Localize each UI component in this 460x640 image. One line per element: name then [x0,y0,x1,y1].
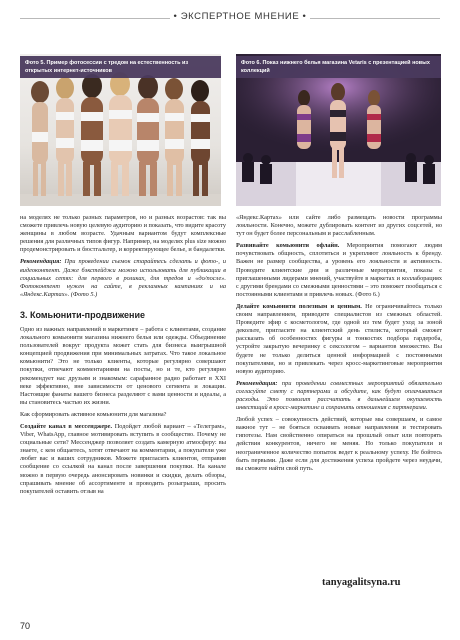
section-title: • ЭКСПЕРТНОЕ МНЕНИЕ • [173,11,307,22]
tip-text: Подойдет любой вариант – «Телеграм», Viber, WhatsApp, главное мотивировать вступить в сообщество. Почему не социальные сети? Мессенджер позволяет создать камерную атмосферу: вы знаете, с кем общаетесь, хотят отвечают на комментарии, а покупатели уже любят вас и ваших сотрудников. Можете пригласить клиентов, отправив сообщение со ссылкой на канал после завершения покупки. На канале можно в первую очередь анонсировать новинки и скидки, делать обзоры, спрашивать мнение об ассортименте и проводить розыгрыши, просить покупателей оставить отзыв на [20,422,226,495]
website-link[interactable]: tanyagalitsyna.ru [322,577,401,588]
article-column-right [236,214,442,477]
paragraph [236,303,442,376]
recommendation-paragraph [236,380,442,412]
recommendation-label: Рекомендация: [20,258,62,266]
tip-label: Развивайте комьюнити офлайн. [236,242,340,250]
recommendation-text: при проведении совместных мероприятий обязательно согласуйте смету с партнерами и обсудите, как будут оплачиваться расходы. Это позволит рассчитать в дальнейшем окупаемость инвестиций в кросс-маркетинг и сохранить отношения с партнерами. [236,379,442,412]
question-paragraph: Как сформировать активное комьюнити для магазина? [20,410,167,418]
paragraph [236,242,442,299]
recommendation-paragraph [20,258,226,298]
paragraph: Любой успех – совокупность действий, которые мы совершаем, и самое важное тут – не бояться осваивать новые направления и тестировать гипотезы. Нам свойственно опираться на прошлый опыт или повторять действия конкурентов, ничего не меняя. Но только покупатели и неограниченное количество попыток ведет к реальному успеху. Не бойтесь быть первыми. Даже если для достижения успеха пройдете через неудачи, вы сможете найти свой путь. [236,416,442,472]
paragraph [20,423,226,496]
section-heading: 3. Комьюнити-продвижение [20,309,145,320]
paragraph: на моделях не только разных параметров, но и разных возрастов: так вы сможете привлечь новую целевую аудиторию и показать, что видите красоту женщины в любом возрасте. Удачным вариантом будут комплексные решения для различных типов фигур. Например, на моделях plus size можно продемонстрировать и бюстгальтер, и корректирующее белье, и бандалетки. [20,214,226,254]
tip-text: Мероприятия помогают людям почувствовать общность, сплотиться и укрепляют лояльность к бренду. Важен не размер сообщества, а уровень его лояльности и активность. Проводите клиентские дни и различные мероприятия, показы с приглашенными лидерами мнений, участвуйте в маркетах и коллаборациях с другими брендами со смежными ценностями – это поможет пообщаться с постоянными клиентами и привлечь новых. (Фото 6.) [236,242,443,298]
header-divider-right [310,18,440,19]
recommendation-text: При проведении съемок старайтесь сделать и фото-, и видеоконтент. Даже бэкстейджи можно использовать для публикации в социальных сетях: для первого в роликах, для тредов и «до/после». Фотоконтент нужен на сайте, в рекламных кампаниях и на «Яндекс.Картах». (Фото 5.) [20,258,226,298]
page-number: 70 [20,621,31,631]
tip-text: Не ограничивайтесь только своим направлением, приводите специалистов из смежных областей. Проведите эфир с косметологом, где одной из тем будет уход за зоной декольте, пригласите на клиентский день стилиста, который сможет рассказать об особенностях фигуры и тонкостях подбора гардероба, устройте закрытую вечеринку с сексологом – вариантов множество. Вы будете не только делиться ценной информацией с постоянными покупателями, но и привлекать через кросс-маркетинговые мероприятия новую аудиторию. [236,302,442,375]
photo-caption-left: Фото 5. Пример фотосессии с тредом на естественность из открытых интернет-источников [20,56,221,78]
article-column-left [20,214,226,500]
paragraph: Одно из важных направлений в маркетинге – работа с клиентами, создание локального комьюнити магазина нижнего белья или одежды. Объединение пользователей вокруг продукта может стать для бизнеса выигрышной концепцией продвижения при минимальных затратах. Что такое локальное комьюнити? Это не только клиенты, которые регулярно совершают покупки, отвечают комментариями на посты, но и те, кто регулярно рекомендует нас друзьям и знакомым: сарафанное радио работает в XXI веке эффективно, вне зависимости от ценового сегмента и локации. Настоящие фанаты вашего бизнеса разделяют с вами ценности и идеалы, а вы становитесь частью их жизни. [20,325,226,406]
tip-label: Делайте комьюнити полезным и ценным. [236,302,362,310]
photo-caption-right: Фото 6. Показ нижнего белья магазина Vetaris с презентацией новых коллекций [236,56,441,78]
recommendation-label: Рекомендация: [236,379,278,387]
paragraph: «Яндекс.Картах» или сайте либо размещать новости программы лояльности. Конечно, можете дублировать контент из других соцсетей, но тут он будет более персональным и расслабленным. [236,214,442,238]
header-divider-left [20,18,170,19]
section-header [0,8,460,30]
tip-label: Создайте канал в мессенджере. [20,422,113,430]
